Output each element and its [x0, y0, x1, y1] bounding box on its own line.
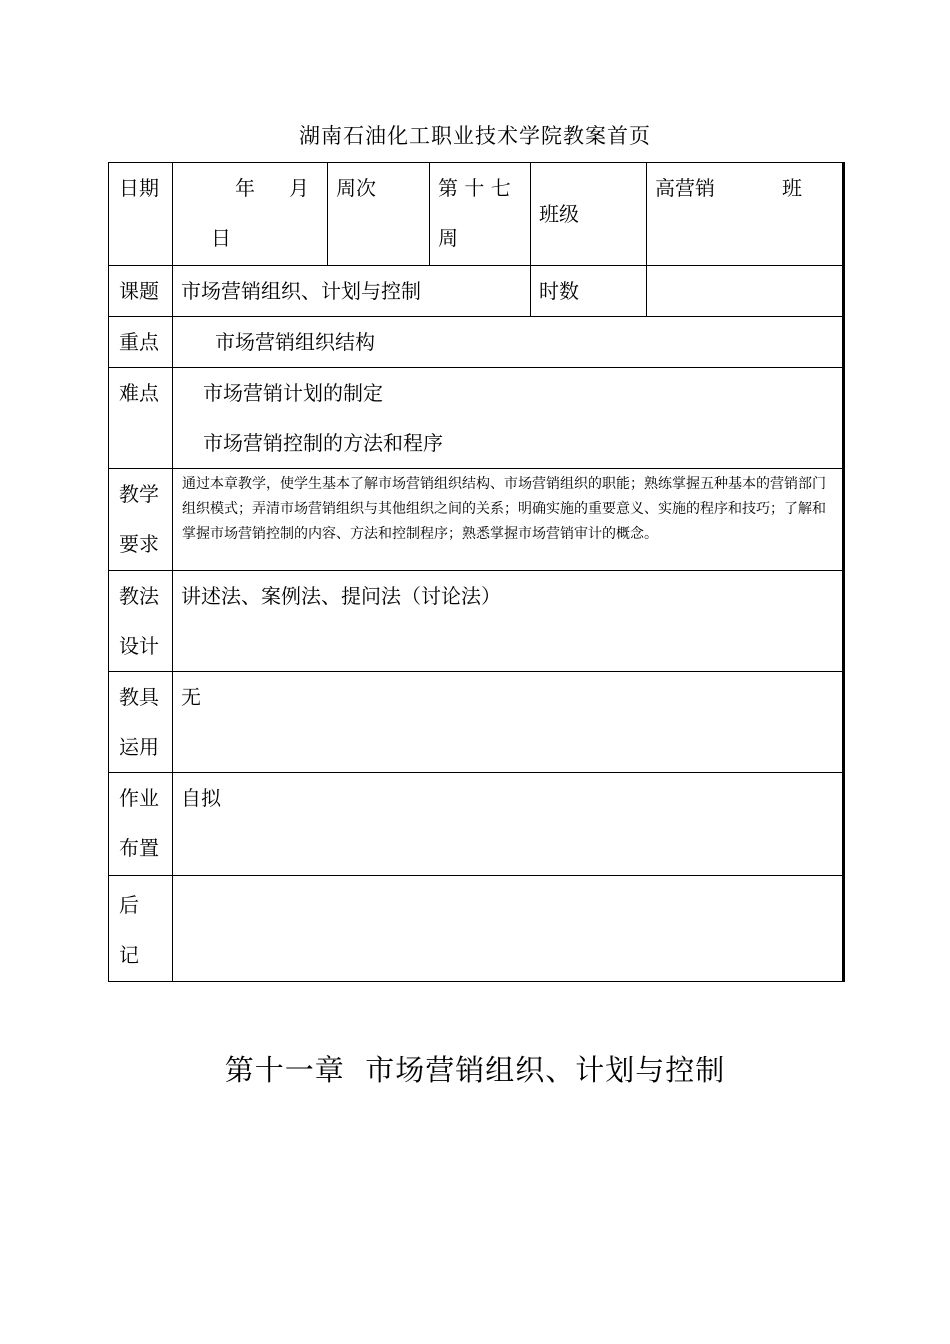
- key-point-label: 重点: [109, 317, 173, 368]
- tools-label-line2: 运用: [119, 735, 159, 759]
- hours-value: [647, 266, 844, 317]
- table-row: [109, 368, 844, 469]
- date-month: 月: [289, 176, 309, 200]
- date-day: 日: [211, 226, 231, 250]
- homework-label-line2: 布置: [119, 836, 159, 860]
- postscript-value: [173, 876, 844, 982]
- document-title: 湖南石油化工职业技术学院教案首页: [299, 124, 651, 148]
- key-point-value: 市场营销组织结构: [173, 317, 844, 368]
- postscript-label-line2: 记: [119, 943, 139, 967]
- date-value: [173, 163, 328, 266]
- table-row: [109, 672, 844, 773]
- table-row: [109, 571, 844, 672]
- tools-value: 无: [173, 672, 844, 773]
- table-row: [109, 317, 844, 368]
- table-row: [109, 163, 844, 266]
- chapter-title: 第十一章 市场营销组织、计划与控制: [224, 1053, 726, 1087]
- lesson-plan-table: [108, 162, 845, 982]
- methods-label-line2: 设计: [119, 634, 159, 658]
- methods-label: [109, 571, 173, 672]
- requirements-label-line2: 要求: [119, 532, 159, 556]
- class-value-left: 高营销: [655, 176, 715, 200]
- table-row: [109, 266, 844, 317]
- class-value-right: 班: [782, 176, 802, 200]
- tools-label: [109, 672, 173, 773]
- postscript-label: [109, 876, 173, 982]
- week-value-line2: 周: [438, 226, 458, 250]
- methods-value: 讲述法、案例法、提问法（讨论法）: [173, 571, 844, 672]
- difficulty-line1: 市场营销计划的制定: [203, 381, 383, 405]
- difficulty-value: [173, 368, 844, 469]
- homework-label: [109, 773, 173, 876]
- homework-value: 自拟: [173, 773, 844, 876]
- week-value-line1: 第 十 七: [438, 176, 511, 200]
- class-label: 班级: [531, 163, 647, 266]
- difficulty-label: 难点: [109, 368, 173, 469]
- tools-label-line1: 教具: [119, 685, 159, 709]
- homework-label-line1: 作业: [119, 786, 159, 810]
- week-label: 周次: [328, 163, 430, 266]
- date-label: 日期: [109, 163, 173, 266]
- class-value: [647, 163, 844, 266]
- topic-label: 课题: [109, 266, 173, 317]
- date-year: 年: [235, 176, 255, 200]
- hours-label: 时数: [531, 266, 647, 317]
- methods-label-line1: 教法: [119, 584, 159, 608]
- table-row: [109, 773, 844, 876]
- requirements-text: 通过本章教学，使学生基本了解市场营销组织结构、市场营销组织的职能；熟练掌握五种基本的营销部门组织模式；弄清市场营销组织与其他组织之间的关系；明确实施的重要意义、实施的程序和技巧；了解和掌握市场营销控制的内容、方法和控制程序；熟悉掌握市场营销审计的概念。: [173, 469, 844, 571]
- week-value: [430, 163, 531, 266]
- table-row: [109, 469, 844, 571]
- requirements-label-line1: 教学: [119, 482, 159, 506]
- topic-value: 市场营销组织、计划与控制: [173, 266, 531, 317]
- table-row: [109, 876, 844, 982]
- difficulty-line2: 市场营销控制的方法和程序: [203, 431, 443, 455]
- postscript-label-line1: 后: [119, 893, 139, 917]
- requirements-label: [109, 469, 173, 571]
